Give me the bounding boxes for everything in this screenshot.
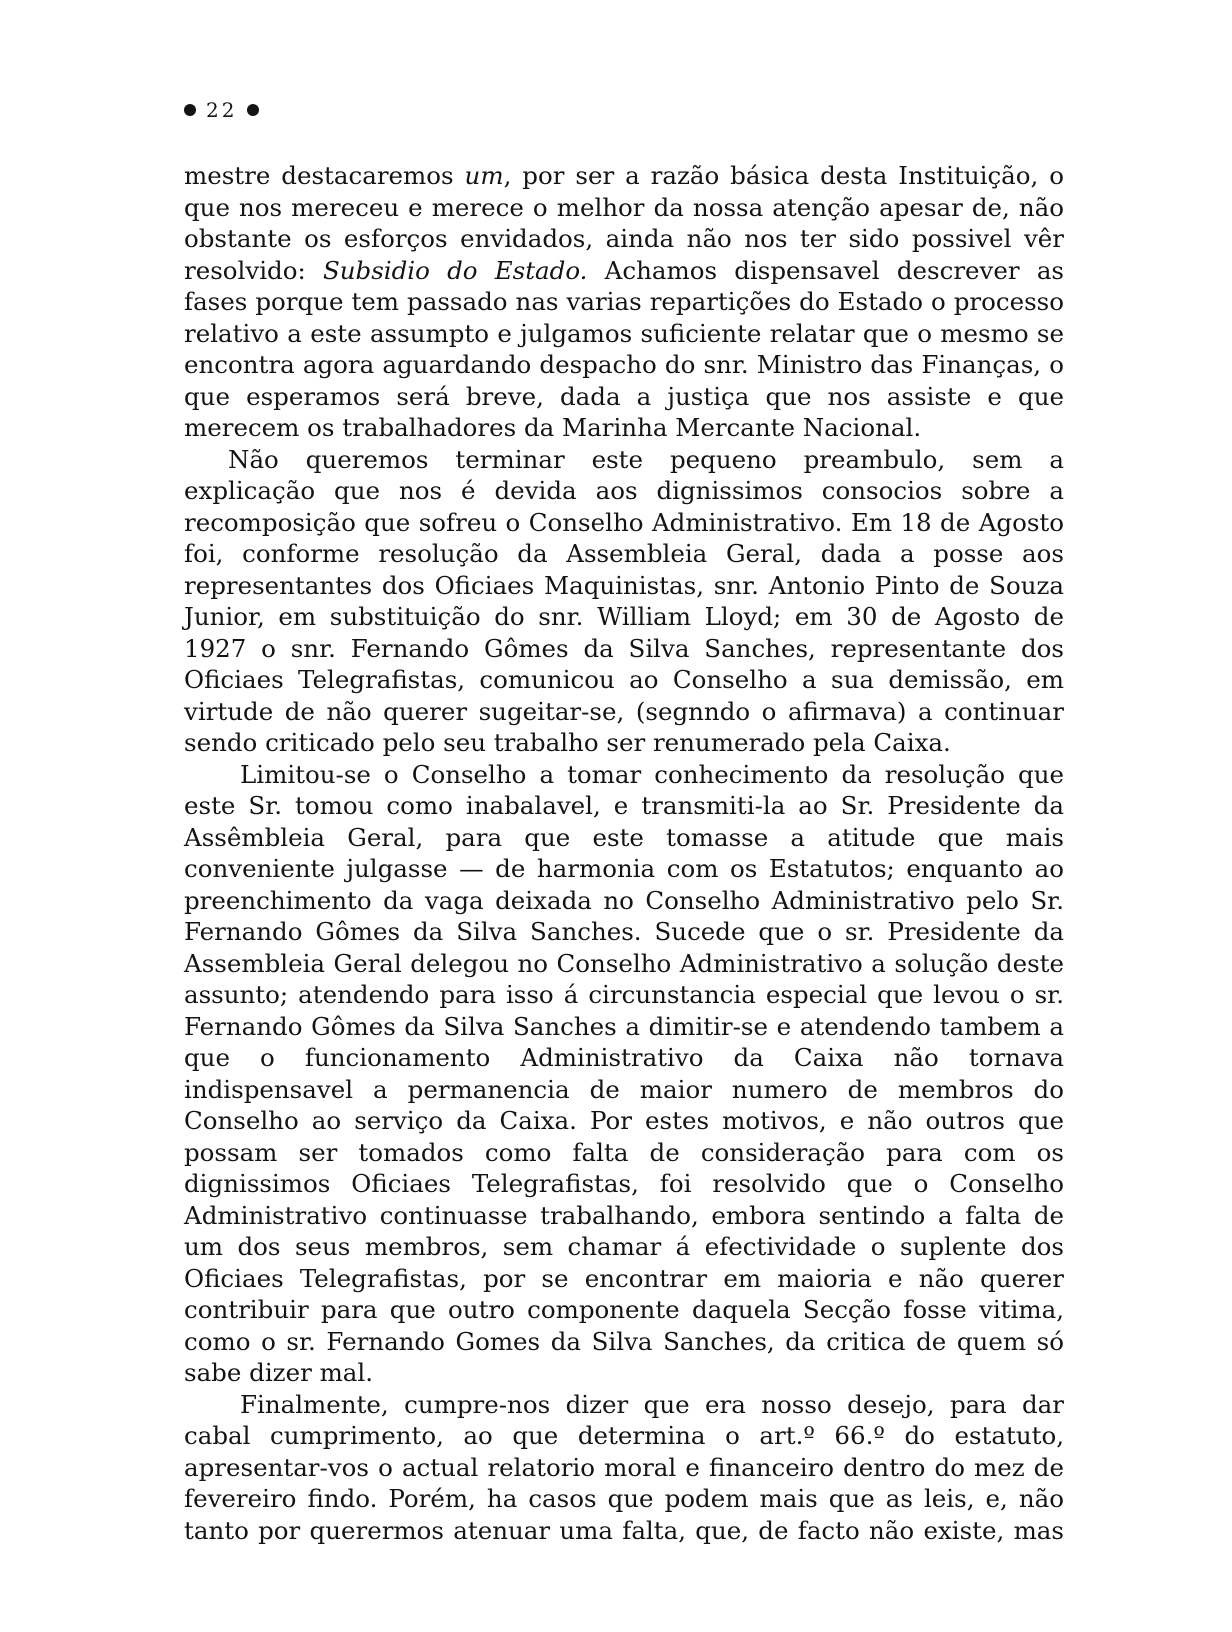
emphasis-subsidio: Subsidio do Estado. [322,255,588,285]
paragraph-3: Limitou-se o Conselho a tomar conhecimento da resolução que este Sr. tomou como inabalavel, e transmiti-la ao Sr. Presidente da Assêmbleia Geral, para que este tomasse a atitude que mais conveniente julgasse — de harmonia com os Estatutos; enquanto ao preenchimento da vaga deixada no Conselho Administrativo pelo Sr. Fernando Gômes da Silva Sanches. Sucede que o sr. Presidente da Assembleia Geral delegou no Conselho Administrativo a solução deste assunto; atendendo para isso á circunstancia especial que levou o sr. Fernando Gômes da Silva Sanches a dimitir-se e atendendo tambem a que o funcionamento Administrativo da Caixa não tornava indispensavel a permanencia de maior numero de membros do Conselho ao serviço da Caixa. Por estes motivos, e não outros que possam ser tomados como falta de consideração para com os dignissimos Oficiaes Telegrafistas, foi resolvido que o Conselho Administrativo continuasse trabalhando, embora sentindo a falta de um dos seus membros, sem chamar á efectividade o suplente dos Oficiaes Telegrafistas, por se encontrar em maioria e não querer contribuir para que outro componente daquela Secção fosse vitima, como o sr. Fernando Gomes da Silva Sanches, da critica de quem só sabe dizer mal. [184,759,1064,1387]
page-number-text: 22 [206,98,238,122]
paragraph-1-part-b: , por ser a razão básica desta Instituição, o que nos mereceu e merece o melhor da nossa atenção apesar de, não obstante os esforços envidados, ainda não nos ter sido possivel vêr resolvido: [184,161,1064,285]
paragraph-1 [184,160,1064,444]
page-number [184,98,259,122]
emphasis-um: um [464,161,504,190]
paragraph-4: Finalmente, cumpre-nos dizer que era nosso desejo, para dar cabal cumprimento, ao que determina o art.º 66.º do estatuto, apresentar-vos o actual relatorio moral e financeiro dentro do mez de fevereiro findo. Porém, ha casos que podem mais que as leis, e, não tanto por querermos atenuar uma falta, que, de facto não existe, mas [184,1389,1064,1545]
bullet-left-icon [184,104,196,116]
paragraph-2: Não queremos terminar este pequeno preambulo, sem a explicação que nos é devida aos dignissimos consocios sobre a recomposição que sofreu o Conselho Administrativo. Em 18 de Agosto foi, conforme resolução da Assembleia Geral, dada a posse aos representantes dos Oficiaes Maquinistas, snr. Antonio Pinto de Souza Junior, em substituição do snr. William Lloyd; em 30 de Agosto de 1927 o snr. Fernando Gômes da Silva Sanches, representante dos Oficiaes Telegrafistas, comunicou ao Conselho a sua demissão, em virtude de não querer sugeitar-se, (segnndo o afirmava) a continuar sendo criticado pelo seu trabalho ser renumerado pela Caixa. [184,444,1064,757]
body-text [184,160,1064,1546]
paragraph-1-part-a: mestre destacaremos [184,161,465,190]
paragraph-1-part-c: Achamos dispensavel descrever as fases porque tem passado nas varias repartições do Estado o processo relativo a este assumpto e julgamos suficiente relatar que o mesmo se encontra agora aguardando despacho do snr. Ministro das Finanças, o que esperamos será breve, dada a justiça que nos assiste e que merecem os trabalhadores da Marinha Mercante Nacional. [184,255,1064,442]
bullet-right-icon [247,104,259,116]
